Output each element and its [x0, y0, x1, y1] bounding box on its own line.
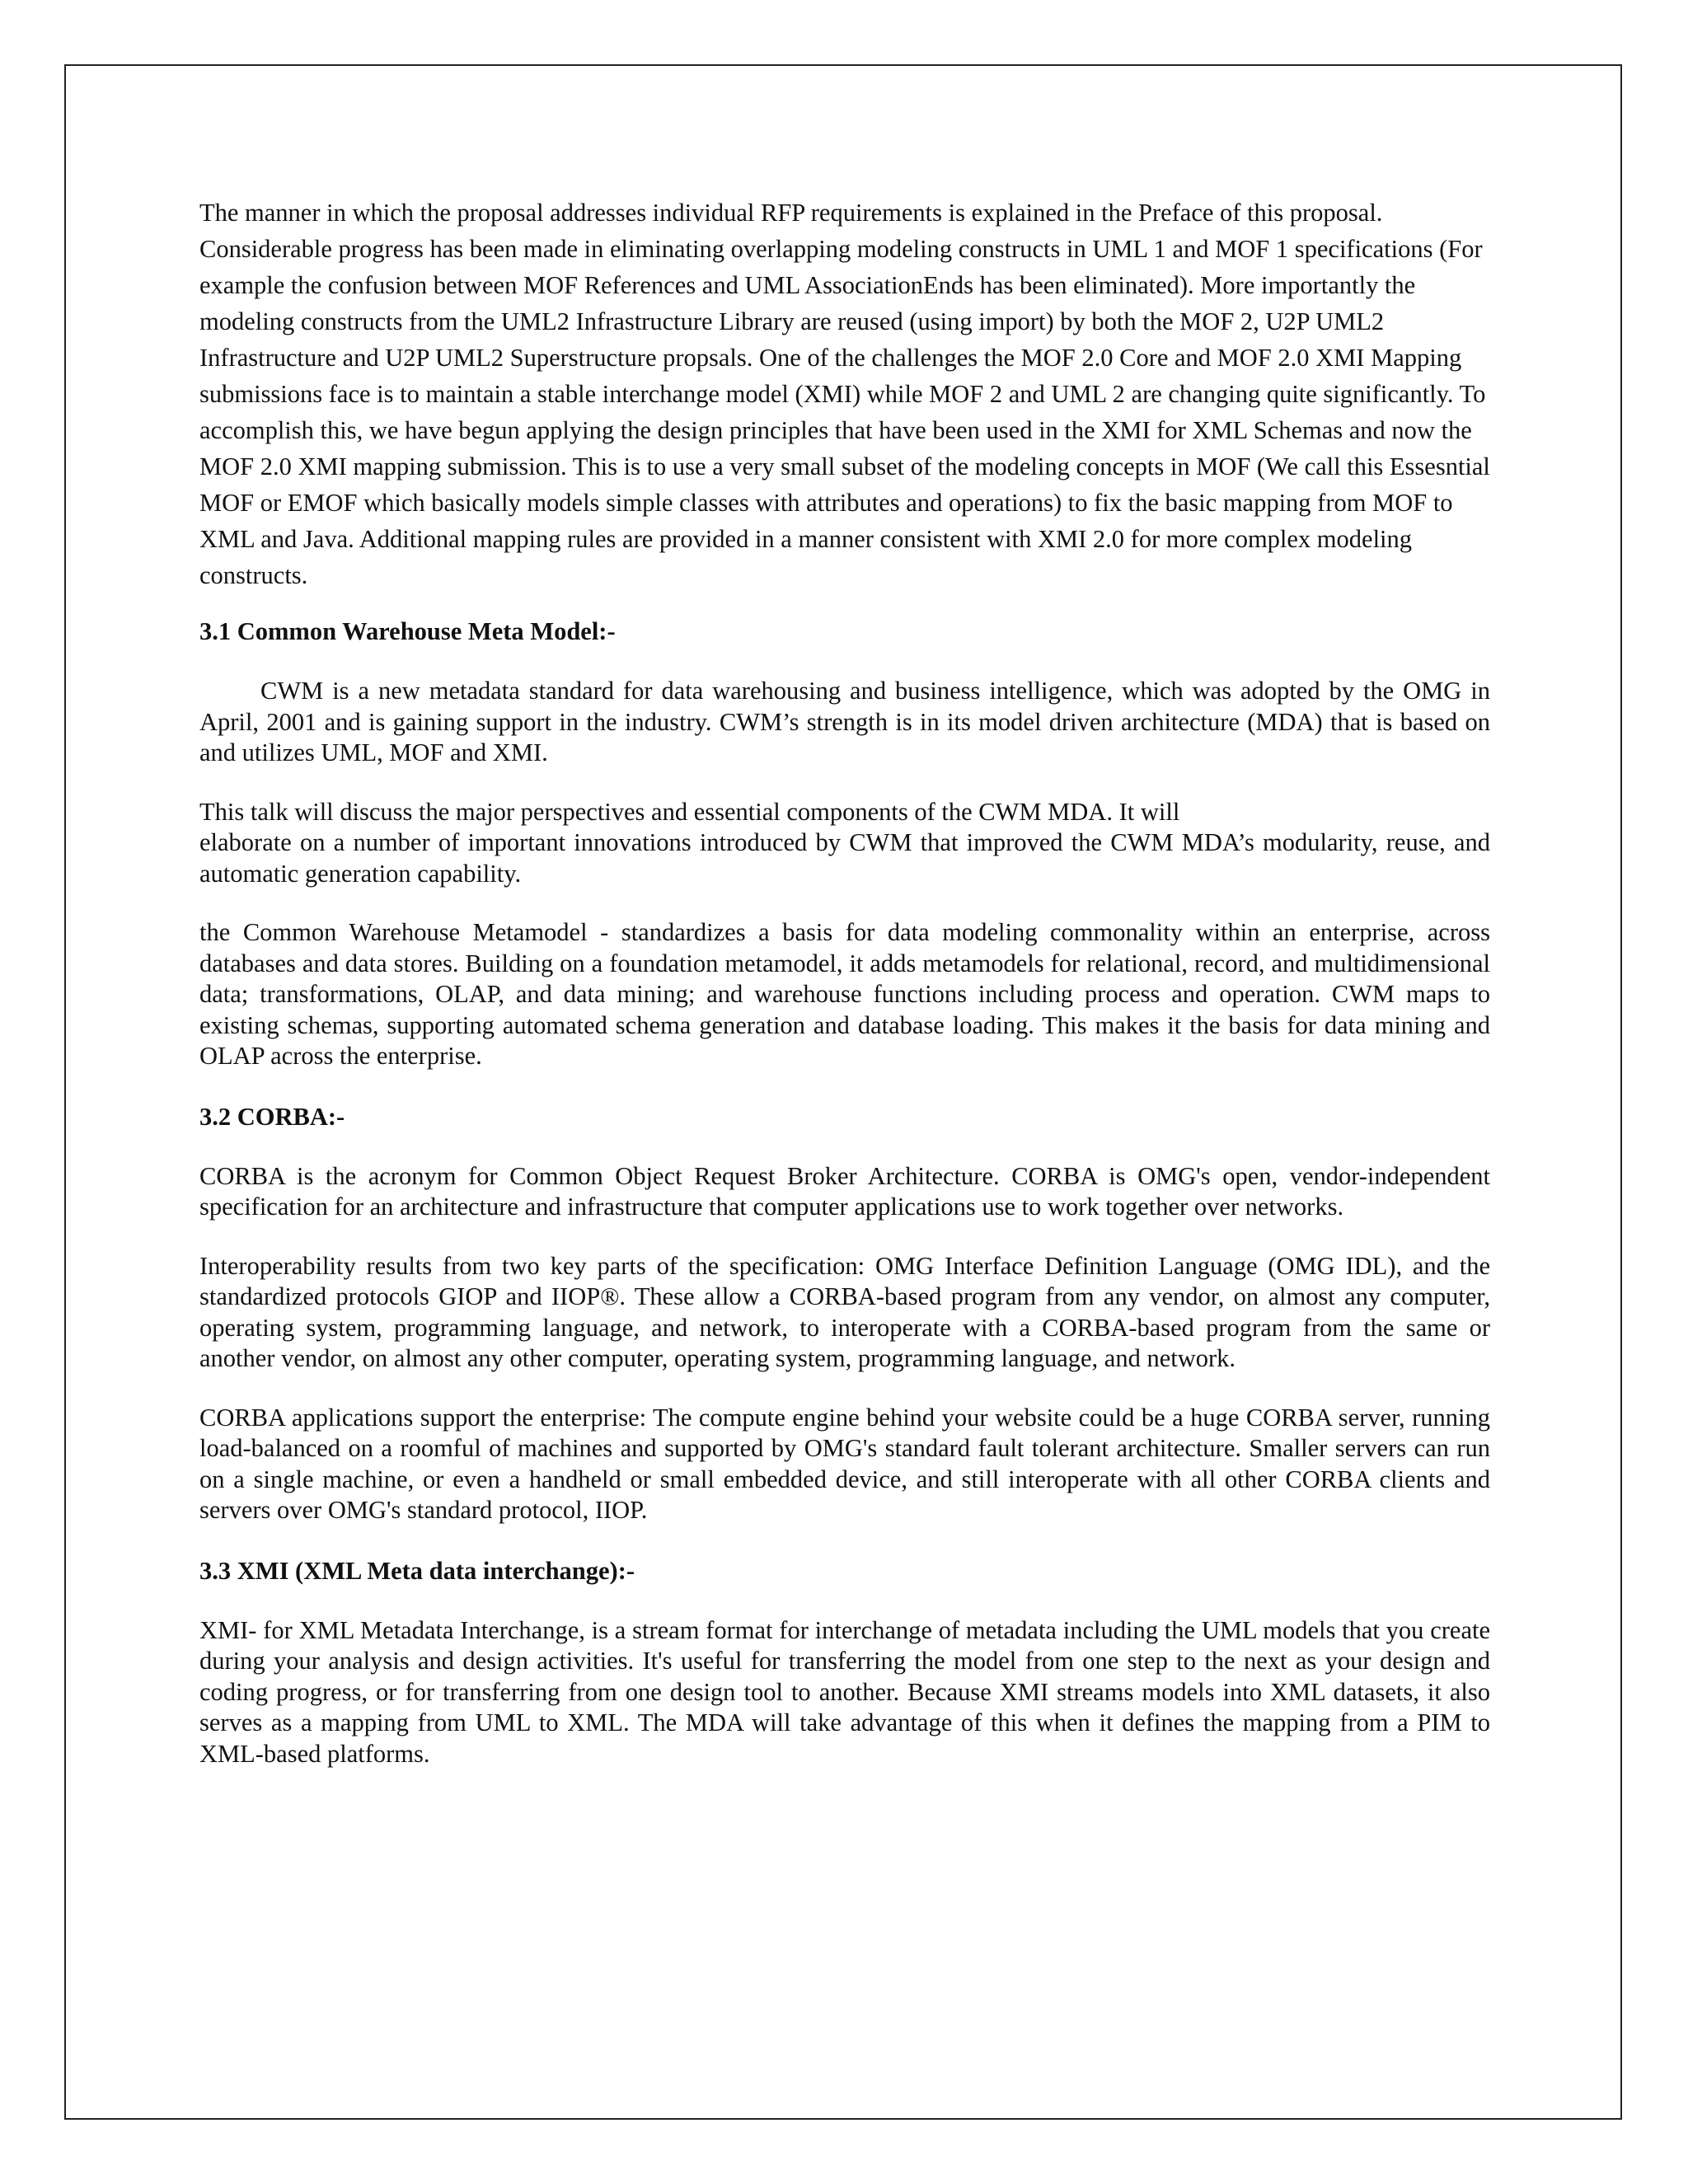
cwm-paragraph-3: the Common Warehouse Metamodel - standardizes a basis for data modeling commonality within an enterprise, across databases and data stores. Building on a foundation metamodel, it adds metamodels for relational, record, and multidimensional data; transformations, OLAP, and data mining; and warehouse functions including process and operation. CWM maps to existing schemas, supporting automated schema generation and database loading. This makes it the basis for data mining and OLAP across the enterprise. [199, 918, 1490, 1070]
document-body [199, 194, 1490, 1769]
corba-paragraph-3: CORBA applications support the enterprise: The compute engine behind your website could be a huge CORBA server, running load-balanced on a roomful of machines and supported by OMG's standard fault tolerant architecture. Smaller servers can run on a single machine, or even a handheld or small embedded device, and still interoperate with all other CORBA clients and servers over OMG's standard protocol, IIOP. [199, 1403, 1490, 1524]
section-heading-cwm: 3.1 Common Warehouse Meta Model:- [199, 617, 616, 645]
corba-paragraph-2: Interoperability results from two key parts of the specification: OMG Interface Definition Language (OMG IDL), and the standardized protocols GIOP and IIOP®. These allow a CORBA-based program from any vendor, on almost any computer, operating system, programming language, and network, to interoperate with a CORBA-based program from the same or another vendor, on almost any other computer, operating system, programming language, and network. [199, 1251, 1490, 1372]
cwm-paragraph-2-first-line: This talk will discuss the major perspectives and essential components of the CWM MDA. It will [199, 797, 1180, 826]
section-heading-corba: 3.2 CORBA:- [199, 1102, 345, 1131]
section-heading-xmi: 3.3 XMI (XML Meta data interchange):- [199, 1556, 635, 1585]
intro-paragraph: The manner in which the proposal addresses individual RFP requirements is explained in the Preface of this proposal. Considerable progress has been made in eliminating overlapping modeling constructs in UML 1 and MOF 1 specifications (For example the confusion between MOF References and UML AssociationEnds has been eliminated). More importantly the modeling constructs from the UML2 Infrastructure Library are reused (using import) by both the MOF 2, U2P UML2 Infrastructure and U2P UML2 Superstructure propsals. One of the challenges the MOF 2.0 Core and MOF 2.0 XMI Mapping submissions face is to maintain a stable interchange model (XMI) while MOF 2 and UML 2 are changing quite significantly. To accomplish this, we have begun applying the design principles that have been used in the XMI for XML Schemas and now the MOF 2.0 XMI mapping submission. This is to use a very small subset of the modeling concepts in MOF (We call this Essesntial MOF or EMOF which basically models simple classes with attributes and operations) to fix the basic mapping from MOF to XML and Java. Additional mapping rules are provided in a manner consistent with XMI 2.0 for more complex modeling constructs. [199, 199, 1490, 589]
cwm-paragraph-2 [199, 797, 1490, 890]
xmi-paragraph-1: XMI- for XML Metadata Interchange, is a stream format for interchange of metadata including the UML models that you create during your analysis and design activities. It's useful for transferring the model from one step to the next as your design and coding progress, or for transferring from one design tool to another. Because XMI streams models into XML datasets, it also serves as a mapping from UML to XML. The MDA will take advantage of this when it defines the mapping from a PIM to XML-based platforms. [199, 1615, 1490, 1768]
cwm-paragraph-1: CWM is a new metadata standard for data warehousing and business intelligence, which was adopted by the OMG in April, 2001 and is gaining support in the industry. CWM’s strength is in its model driven architecture (MDA) that is based on and utilizes UML, MOF and XMI. [199, 677, 1490, 766]
cwm-paragraph-2-rest: elaborate on a number of important innovations introduced by CWM that improved the CWM MDA’s modularity, reuse, and automatic generation capability. [199, 828, 1490, 888]
corba-paragraph-1: CORBA is the acronym for Common Object Request Broker Architecture. CORBA is OMG's open, vendor-independent specification for an architecture and infrastructure that computer applications use to work together over networks. [199, 1161, 1490, 1221]
